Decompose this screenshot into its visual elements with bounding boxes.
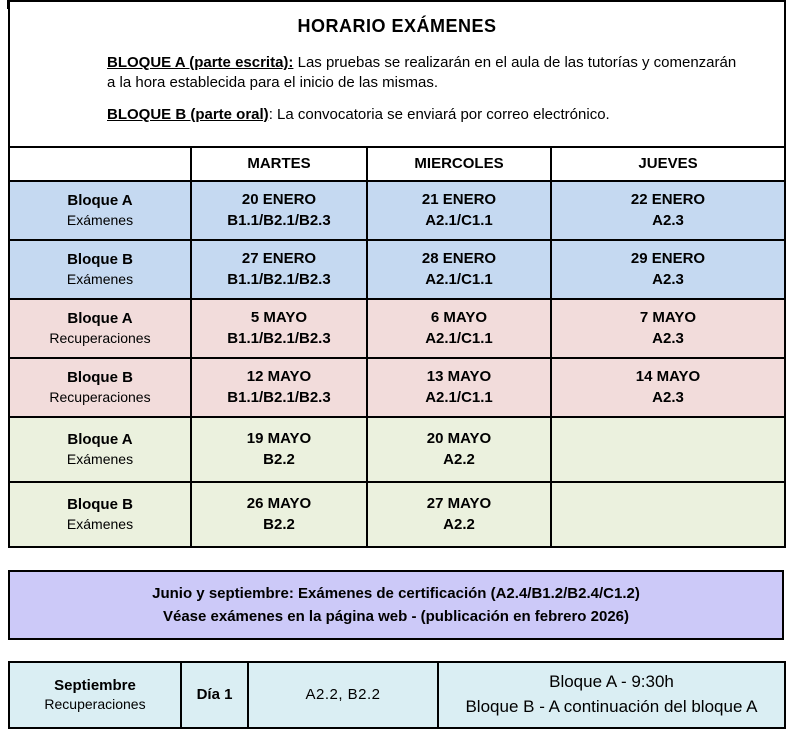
exam-date: 14 MAYO [635, 368, 701, 386]
exam-date: 12 MAYO [246, 368, 312, 386]
page-title: HORARIO EXÁMENES [297, 16, 497, 36]
exam-cell [191, 417, 367, 482]
exam-cell [191, 358, 367, 417]
exam-date: 19 MAYO [246, 430, 312, 448]
exam-cell [551, 181, 785, 240]
september-table [8, 661, 786, 729]
exam-schedule-document [8, 0, 784, 729]
day-header-empty [9, 147, 191, 181]
exam-levels: A2.2, B2.2 [305, 686, 381, 704]
block-name: Bloque B [67, 251, 133, 269]
row-label-cell [9, 240, 191, 299]
table-row [9, 482, 785, 547]
day-header-miercoles: MIERCOLES [367, 147, 551, 181]
title-row [9, 1, 785, 147]
exam-levels: B1.1/B2.1/B2.3 [227, 389, 331, 407]
day-header-martes: MARTES [191, 147, 367, 181]
exam-date: 28 ENERO [421, 250, 497, 268]
day-header-row [9, 147, 785, 181]
exam-levels: A2.1/C1.1 [425, 271, 493, 289]
exam-levels: A2.1/C1.1 [425, 212, 493, 230]
exam-date: 27 MAYO [426, 495, 492, 513]
block-type: Recuperaciones [49, 329, 151, 346]
time-line-1: Bloque A - 9:30h [549, 672, 674, 692]
row-label-cell [9, 358, 191, 417]
table-row [9, 299, 785, 358]
block-name: Bloque A [67, 192, 133, 210]
exam-cell [367, 299, 551, 358]
row-label-cell [9, 417, 191, 482]
block-type: Exámenes [66, 515, 134, 532]
exam-cell [191, 240, 367, 299]
note-bloque-b-text: : La convocatoria se enviará por correo electrónico. [268, 105, 610, 123]
row-label-cell [9, 181, 191, 240]
exam-levels: A2.1/C1.1 [425, 330, 493, 348]
exam-cell-empty [551, 417, 785, 482]
exam-levels: A2.3 [652, 212, 684, 230]
exam-date: 20 ENERO [241, 191, 317, 209]
main-table [8, 0, 786, 548]
exam-cell [367, 482, 551, 547]
exam-cell [191, 181, 367, 240]
exam-cell-empty [551, 482, 785, 547]
exam-cell [367, 181, 551, 240]
exam-cell [551, 240, 785, 299]
exam-date: 26 MAYO [246, 495, 312, 513]
table-row [9, 181, 785, 240]
block-name: Septiembre [54, 676, 136, 694]
exam-levels: A2.1/C1.1 [425, 389, 493, 407]
block-type: Exámenes [66, 211, 134, 228]
exam-date: 21 ENERO [421, 191, 497, 209]
exam-levels: B2.2 [263, 516, 295, 534]
exam-levels: B1.1/B2.1/B2.3 [227, 212, 331, 230]
block-name: Bloque A [67, 431, 133, 449]
note-bloque-b-label: BLOQUE B (parte oral) [107, 105, 269, 123]
block-name: Bloque B [67, 496, 133, 514]
exam-date: 29 ENERO [630, 250, 706, 268]
note-bloque-b [107, 105, 746, 125]
block-type: Exámenes [66, 450, 134, 467]
exam-cell [367, 240, 551, 299]
september-label-cell [9, 662, 181, 728]
title-cell [9, 1, 785, 147]
exam-cell [191, 482, 367, 547]
exam-date: 22 ENERO [630, 191, 706, 209]
table-row [9, 417, 785, 482]
exam-date: 7 MAYO [639, 309, 697, 327]
table-row [9, 240, 785, 299]
row-label-cell [9, 482, 191, 547]
exam-levels: B1.1/B2.1/B2.3 [227, 330, 331, 348]
exam-levels: A2.3 [652, 389, 684, 407]
block-type: Recuperaciones [44, 696, 146, 713]
september-row [9, 662, 785, 728]
exam-date: 13 MAYO [426, 368, 492, 386]
exam-levels: B1.1/B2.1/B2.3 [227, 271, 331, 289]
note-bloque-a-text: Las pruebas se realizarán en el aula de las tutorías y comenzarán a la hora establecida para el inicio de las mismas. [107, 54, 737, 92]
exam-date: 20 MAYO [426, 430, 492, 448]
exam-levels: B2.2 [263, 451, 295, 469]
block-type: Exámenes [66, 270, 134, 287]
banner-line-1: Junio y septiembre: Exámenes de certificación (A2.4/B1.2/B2.4/C1.2) [152, 584, 640, 602]
block-type: Recuperaciones [49, 388, 151, 405]
exam-levels: A2.2 [443, 451, 475, 469]
exam-date: 27 ENERO [241, 250, 317, 268]
exam-cell [367, 358, 551, 417]
time-line-2: Bloque B - A continuación del bloque A [465, 696, 758, 716]
exam-levels: A2.3 [652, 330, 684, 348]
exam-cell [367, 417, 551, 482]
exam-cell [551, 358, 785, 417]
september-day-cell [181, 662, 248, 728]
exam-levels: A2.2 [443, 516, 475, 534]
september-levels-cell [248, 662, 438, 728]
certification-banner [8, 570, 784, 640]
exam-date: 6 MAYO [430, 309, 488, 327]
exam-cell [551, 299, 785, 358]
exam-levels: A2.3 [652, 271, 684, 289]
day-header-jueves: JUEVES [551, 147, 785, 181]
day-label: Día 1 [196, 686, 233, 704]
note-bloque-a-label: BLOQUE A (parte escrita): [107, 54, 294, 71]
september-time-cell [438, 662, 785, 728]
table-row [9, 358, 785, 417]
block-name: Bloque B [67, 369, 133, 387]
row-label-cell [9, 299, 191, 358]
banner-line-2: Véase exámenes en la página web - (publicación en febrero 2026) [162, 607, 629, 625]
block-name: Bloque A [67, 310, 133, 328]
exam-date: 5 MAYO [250, 309, 308, 327]
exam-cell [191, 299, 367, 358]
note-bloque-a [107, 53, 746, 94]
